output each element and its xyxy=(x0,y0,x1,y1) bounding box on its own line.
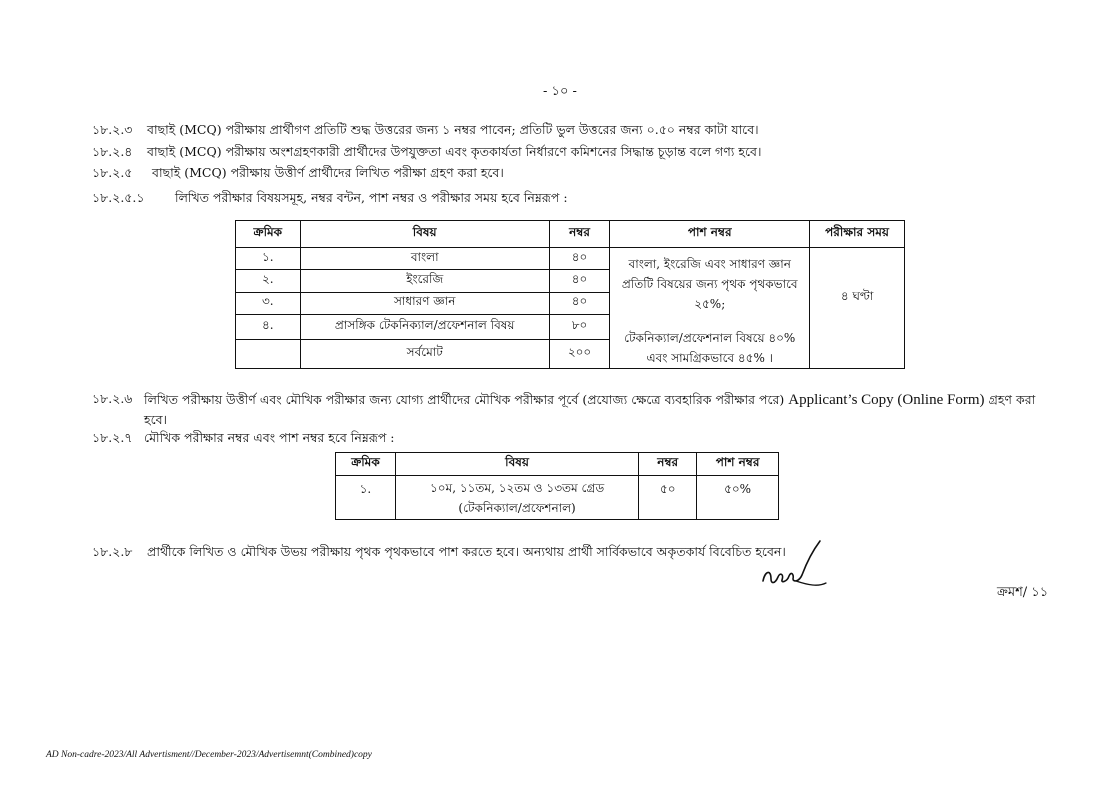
subject-cell: ইংরেজি xyxy=(300,270,549,292)
paragraph-number: ১৮.২.৫ xyxy=(92,165,133,180)
header-serial: ক্রমিক xyxy=(236,221,301,248)
exam-time-cell: ৪ ঘণ্টা xyxy=(810,248,905,369)
marks-cell: ৫০ xyxy=(639,476,697,520)
table-row xyxy=(236,248,905,270)
pass-text-1: বাংলা, ইংরেজি এবং সাধারণ জ্ঞান প্রতিটি বিষয়ের জন্য পৃথক পৃথকভাবে ২৫%; xyxy=(621,257,798,311)
paragraph-18-2-5 xyxy=(92,164,1092,182)
paragraph-text: বাছাই (MCQ) পরীক্ষায় অংশগ্রহণকারী প্রার্থীদের উপযুক্ততা এবং কৃতকার্যতা নির্ধারণে কমিশনের সিদ্ধান্ত চূড়ান্ত বলে গণ্য হবে। xyxy=(147,144,762,159)
serial-cell: ১. xyxy=(236,248,301,270)
total-marks: ২০০ xyxy=(549,340,610,369)
paragraph-18-2-7 xyxy=(92,429,1092,447)
paragraph-text: বাছাই (MCQ) পরীক্ষায় প্রার্থীগণ প্রতিটি শুদ্ধ উত্তরের জন্য ১ নম্বর পাবেন; প্রতিটি ভুল উত্তরের জন্য ০.৫০ নম্বর কাটা যাবে। xyxy=(147,122,759,137)
paragraph-number: ১৮.২.৪ xyxy=(92,144,133,159)
paragraph-number: ১৮.২.৫.১ xyxy=(92,190,145,205)
paragraph-text: প্রার্থীকে লিখিত ও মৌখিক উভয় পরীক্ষায় পৃথক পৃথকভাবে পাশ করতে হবে। অন্যথায় প্রার্থী সার্বিকভাবে অকৃতকার্য বিবেচিত হবেন। xyxy=(147,544,786,559)
paragraph-text: বাছাই (MCQ) পরীক্ষায় উত্তীর্ণ প্রার্থীদের লিখিত পরীক্ষা গ্রহণ করা হবে। xyxy=(152,165,504,180)
signature xyxy=(758,535,830,593)
header-pass-marks: পাশ নম্বর xyxy=(610,221,810,248)
table-row xyxy=(336,476,779,520)
paragraph-text: মৌখিক পরীক্ষার নম্বর এবং পাশ নম্বর হবে নিম্নরূপ : xyxy=(144,430,395,445)
paragraph-18-2-6 xyxy=(92,390,1062,430)
marks-cell: ৪০ xyxy=(549,270,610,292)
continued-marker: ক্রমশ/ ১১ xyxy=(997,585,1049,600)
paragraph-text: লিখিত পরীক্ষার বিষয়সমূহ, নম্বর বন্টন, পাশ নম্বর ও পরীক্ষার সময় হবে নিম্নরূপ : xyxy=(175,190,568,205)
paragraph-number: ১৮.২.৮ xyxy=(92,544,133,559)
header-marks: নম্বর xyxy=(639,453,697,476)
serial-cell-empty xyxy=(236,340,301,369)
paragraph-number: ১৮.২.৭ xyxy=(92,430,133,445)
pass-marks-cell xyxy=(610,248,810,369)
paragraph-text-part-2: গ্রহণ করা হবে। xyxy=(144,392,1036,427)
marks-cell: ৪০ xyxy=(549,292,610,314)
paragraph-number: ১৮.২.৩ xyxy=(92,122,133,137)
pass-text-2: টেকনিক্যাল/প্রফেশনাল বিষয়ে ৪০% এবং সামগ্রিকভাবে ৪৫% । xyxy=(624,331,796,365)
marks-cell: ৪০ xyxy=(549,248,610,270)
header-serial: ক্রমিক xyxy=(336,453,396,476)
subject-cell: সাধারণ জ্ঞান xyxy=(300,292,549,314)
serial-cell: ৪. xyxy=(236,315,301,340)
subject-line-2: (টেকনিক্যাল/প্রফেশনাল) xyxy=(458,500,576,515)
subject-cell: প্রাসঙ্গিক টেকনিক্যাল/প্রফেশনাল বিষয় xyxy=(300,315,549,340)
total-label: সর্বমোট xyxy=(300,340,549,369)
paragraph-18-2-3 xyxy=(92,121,1092,139)
header-pass-marks: পাশ নম্বর xyxy=(697,453,779,476)
paragraph-number: ১৮.২.৬ xyxy=(92,391,133,406)
footer-path: AD Non-cadre-2023/All Advertisment//December-2023/Advertisemnt(Combined)copy xyxy=(46,750,372,760)
paragraph-text xyxy=(144,390,1059,429)
paragraph-text-part-1: লিখিত পরীক্ষায় উত্তীর্ণ এবং মৌখিক পরীক্ষার জন্য যোগ্য প্রার্থীদের মৌখিক পরীক্ষার পূর্বে (প্রযোজ্য ক্ষেত্রে ব্যবহারিক পরীক্ষার পরে) xyxy=(144,392,785,407)
written-exam-table xyxy=(235,220,905,369)
serial-cell: ৩. xyxy=(236,292,301,314)
header-subject: বিষয় xyxy=(395,453,638,476)
viva-exam-table xyxy=(335,452,779,520)
pass-marks-cell: ৫০% xyxy=(697,476,779,520)
header-exam-time: পরীক্ষার সময় xyxy=(810,221,905,248)
subject-cell: বাংলা xyxy=(300,248,549,270)
marks-cell: ৮০ xyxy=(549,315,610,340)
serial-cell: ২. xyxy=(236,270,301,292)
header-subject: বিষয় xyxy=(300,221,549,248)
paragraph-18-2-4 xyxy=(92,143,1092,161)
page-number: - ১০ - xyxy=(543,84,577,99)
paragraph-18-2-5-1 xyxy=(92,189,1092,207)
subject-cell xyxy=(395,476,638,520)
subject-line-1: ১০ম, ১১তম, ১২তম ও ১৩তম গ্রেড xyxy=(429,480,605,495)
header-marks: নম্বর xyxy=(549,221,610,248)
paragraph-text-latin: Applicant’s Copy (Online Form) xyxy=(788,392,985,408)
serial-cell: ১. xyxy=(336,476,396,520)
